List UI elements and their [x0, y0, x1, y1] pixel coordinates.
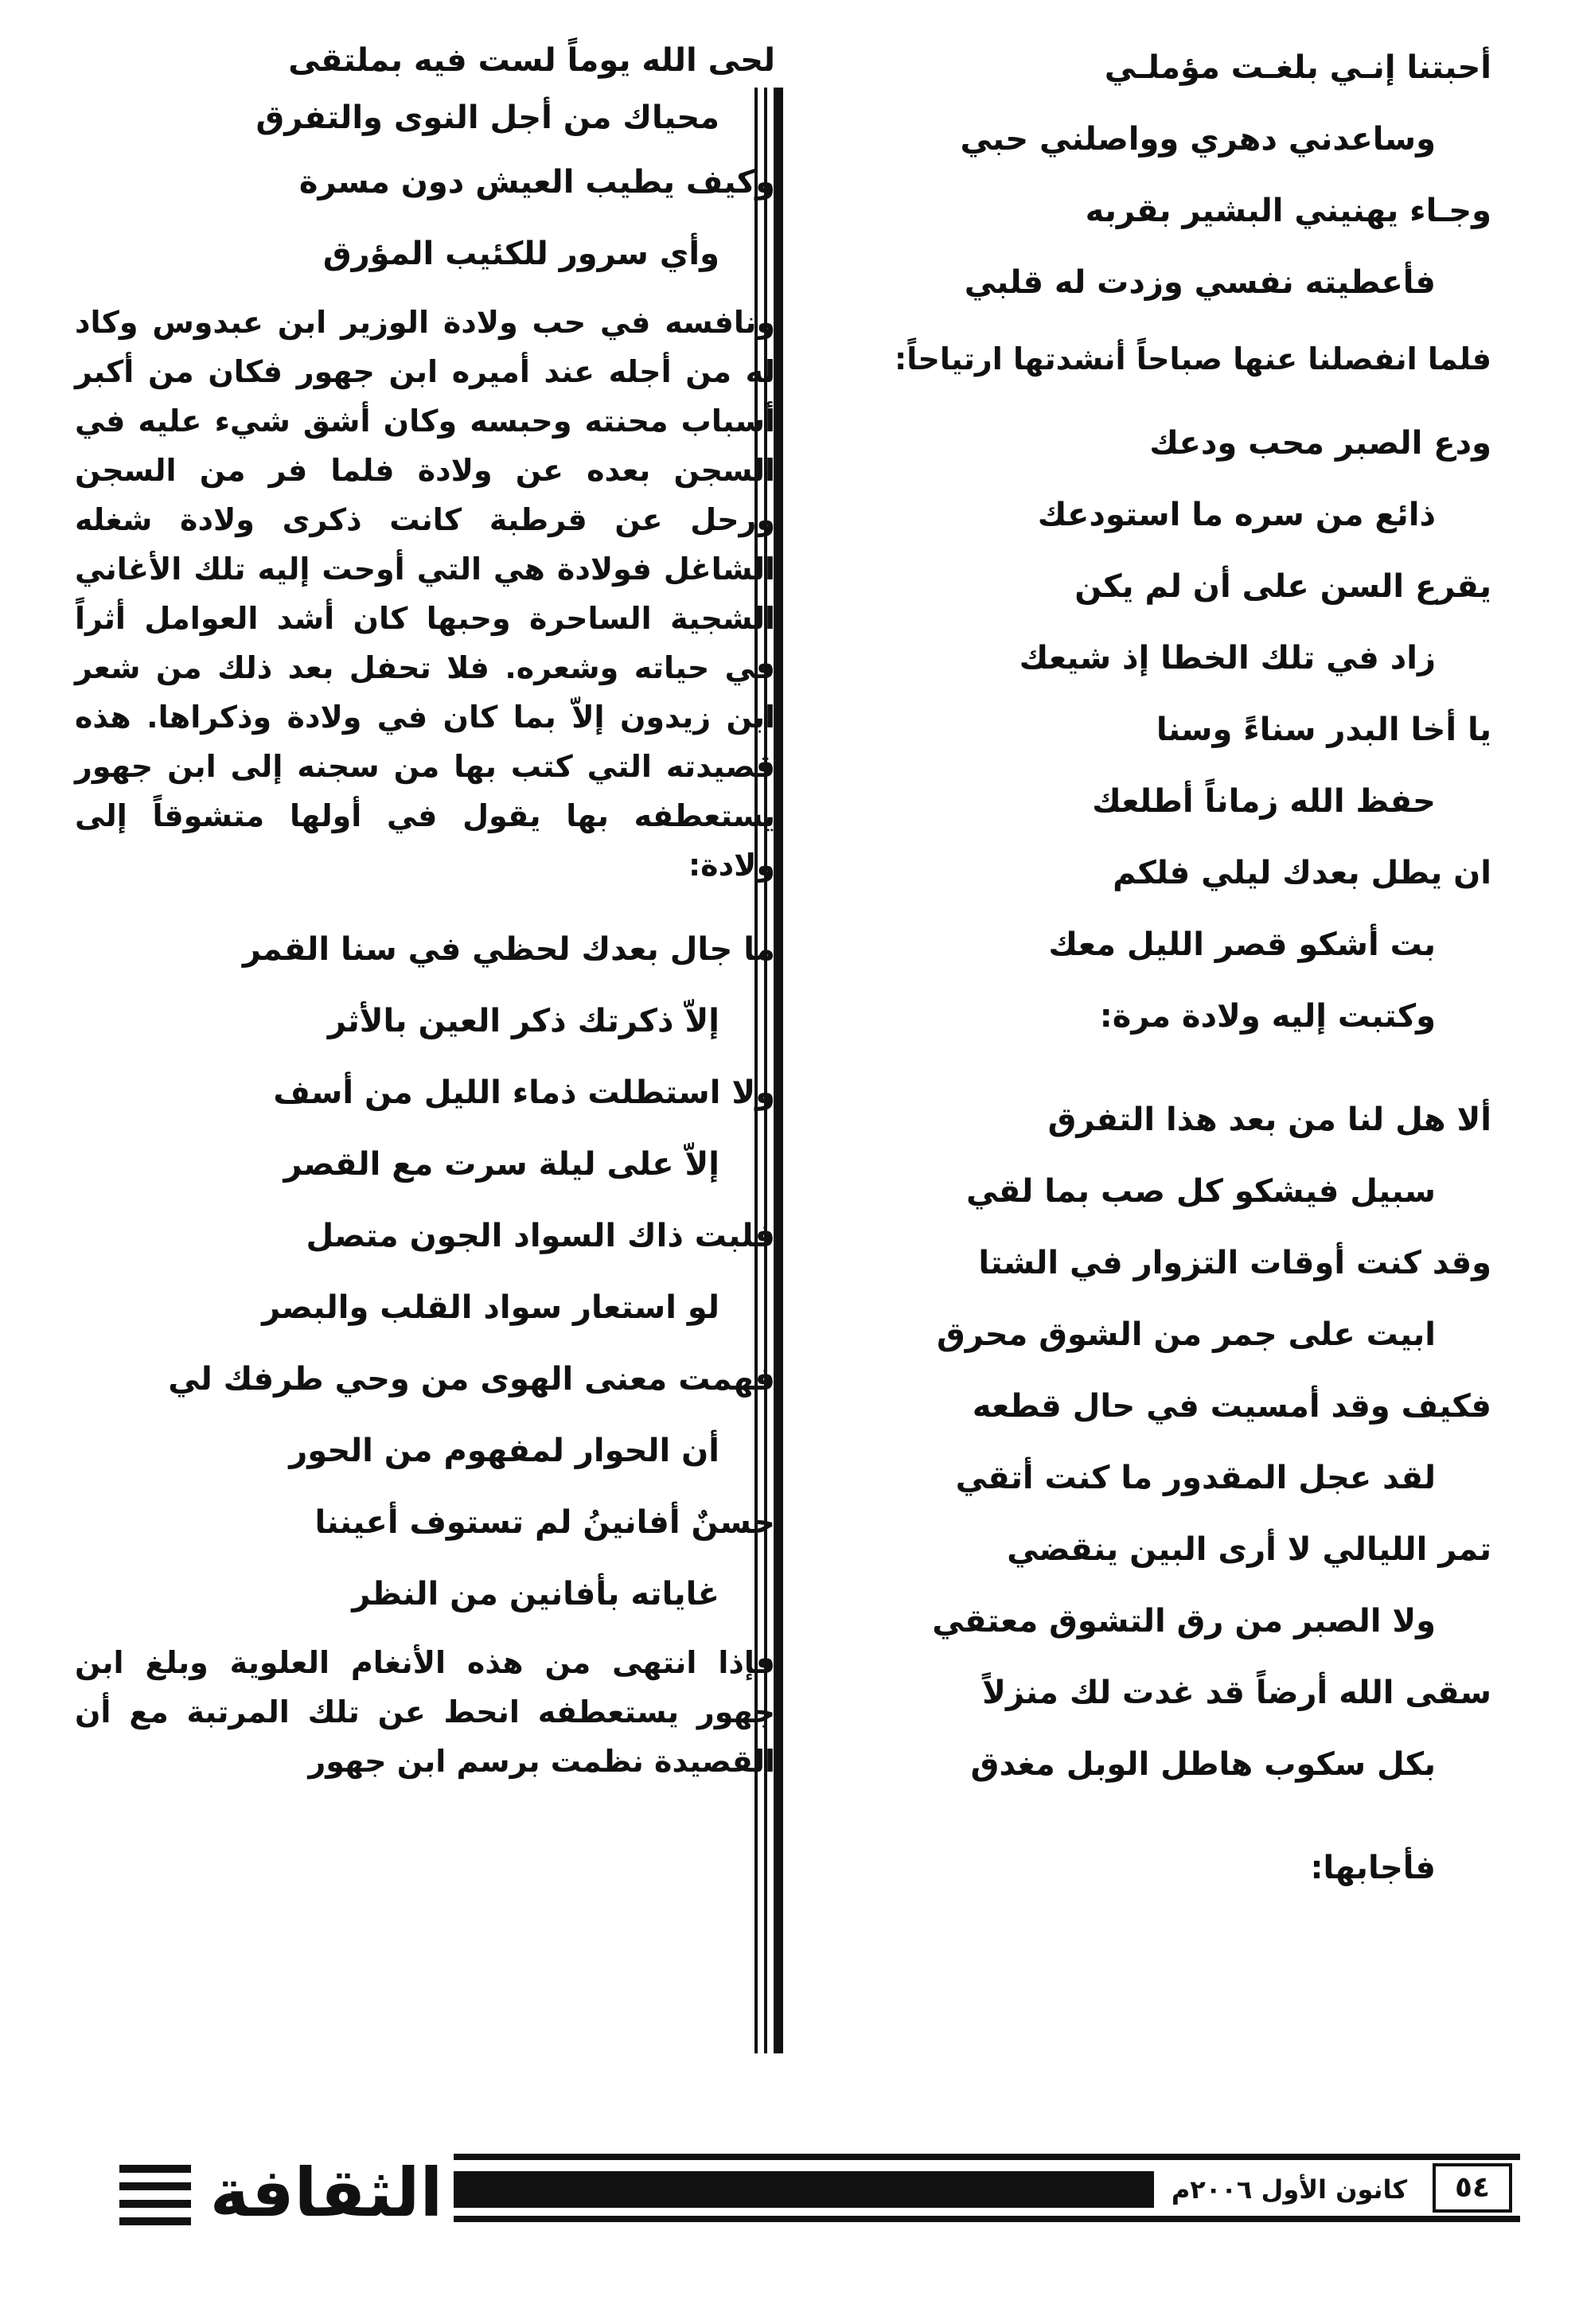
verse-line: فأعطيته نفسي وزدت له قلبي: [964, 264, 1436, 301]
verse-line: أحبتنا إنـي بلغـت مؤملـي: [1104, 49, 1491, 86]
verse-line: ذائع من سره ما استودعك: [1037, 497, 1436, 533]
right-column: [871, 32, 1491, 1904]
verse-line: وساعدني دهري وواصلني حبي: [960, 121, 1436, 158]
page-footer: [119, 2149, 1488, 2244]
verse-line: زاد في تلك الخطا إذ شيعك: [1019, 640, 1436, 677]
prose-paragraph: فإذا انتهى من هذه الأنغام العلوية وبلغ ابن جهور يستعطفه انحط عن تلك المرتبة مع أن القصيدة نظمت برسم ابن جهور: [75, 1645, 775, 1779]
narrative-paragraph: فلما انفصلنا عنها صباحاً أنشدتها ارتياحاً:: [895, 341, 1491, 376]
verse-line: ألا هل لنا من بعد هذا التفرق: [1047, 1102, 1491, 1138]
verse-line: إلاّ ذكرتك ذكر العين بالأثر: [327, 1003, 719, 1039]
verse-line: فكيف وقد أمسيت في حال قطعه: [972, 1388, 1491, 1425]
verse-line: سقى الله أرضاً قد غدت لك منزلاً: [982, 1675, 1491, 1711]
verse-line: يا أخا البدر سناءً وسنا: [1156, 712, 1491, 748]
verse-line: أن الحوار لمفهوم من الحور: [289, 1433, 719, 1469]
verse-line: وجـاء يهنيني البشير بقربه: [1085, 193, 1491, 229]
prose-paragraph: ونافسه في حب ولادة الوزير ابن عبدوس وكاد له من أجله عند أميره ابن جهور فكان من أكبر أسباب محنته وحبسه وكان أشق شيء عليه في السجن بعده عن ولادة فلما فر من السجن ورحل عن قرطبة كانت ذكرى ولادة شغله الشاغل فولادة هي التي أوحت إليه تلك الأغاني الشجية الساحرة وحبها كان أشد العوامل أثراً في حياته وشعره. فلا تحفل بعد ذلك من شعر ابن زيدون إلاّ بما كان في ولادة وذكراها. هذه قصيدته التي كتب بها من سجنه إلى ابن جهور يستعطفه بها يقول في أولها متشوقاً إلى ولادة:: [75, 305, 775, 883]
verse-line: يقرع السن على أن لم يكن: [1074, 568, 1491, 605]
verse-line: فلبت ذاك السواد الجون متصل: [306, 1218, 775, 1254]
verse-line: وقد كنت أوقات التزوار في الشتا: [978, 1245, 1491, 1281]
narrative-line: فأجابها:: [1310, 1850, 1436, 1886]
verse-line: ان يطل بعدك ليلي فلكم: [1113, 855, 1491, 891]
verse-line: لحى الله يوماً لست فيه بملتقى: [288, 42, 775, 79]
verse-line: ما جال بعدك لحظي في سنا القمر: [242, 931, 775, 968]
footer-bar: [454, 2171, 1154, 2208]
verse-line: بكل سكوب هاطل الوبل مغدق: [970, 1746, 1436, 1783]
footer-rule: [454, 2216, 1520, 2222]
verse-line: ابيت على جمر من الشوق محرق: [937, 1316, 1436, 1353]
footer-rule: [454, 2154, 1520, 2160]
verse-line: وأي سرور للكئيب المؤرق: [322, 236, 719, 272]
narrative-line: وكتبت إليه ولادة مرة:: [1099, 998, 1436, 1035]
verse-line: إلاّ على ليلة سرت مع القصر: [283, 1146, 719, 1183]
verse-line: حسنٌ أفانينُ لم تستوف أعيننا: [314, 1504, 775, 1541]
verse-line: غاياته بأفانين من النظر: [352, 1576, 719, 1612]
footer-decoration: [119, 2165, 191, 2235]
verse-line: وكيف يطيب العيش دون مسرة: [298, 164, 775, 201]
left-column: [75, 32, 775, 1810]
verse-line: لقد عجل المقدور ما كنت أتقي: [955, 1460, 1436, 1496]
verse-line: ولا استطلت ذماء الليل من أسف: [273, 1074, 775, 1111]
verse-line: لو استعار سواد القلب والبصر: [262, 1289, 719, 1326]
issue-date: كانون الأول ٢٠٠٦م: [1171, 2174, 1408, 2205]
page-number: ٥٤: [1433, 2163, 1512, 2213]
verse-line: محياك من أجل النوى والتفرق: [255, 99, 719, 136]
verse-line: تمر الليالي لا أرى البين ينقضي: [1007, 1531, 1491, 1568]
magazine-logo: الثقافة: [209, 2154, 443, 2232]
verse-line: سبيل فيشكو كل صب بما لقي: [966, 1173, 1436, 1210]
verse-line: بت أشكو قصر الليل معك: [1048, 926, 1436, 963]
verse-line: ودع الصبر محب ودعك: [1149, 425, 1491, 462]
verse-line: ولا الصبر من رق التشوق معتقي: [932, 1603, 1436, 1640]
verse-line: فهمت معنى الهوى من وحي طرفك لي: [168, 1361, 775, 1398]
verse-line: حفظ الله زماناً أطلعك: [1092, 783, 1436, 820]
